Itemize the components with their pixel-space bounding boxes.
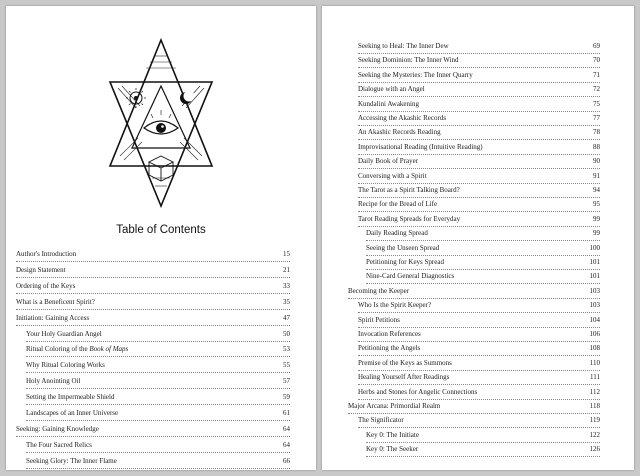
toc-entry[interactable] (26, 455, 290, 469)
toc-entry-page-number: 99 (593, 229, 600, 238)
toc-entry-title: The Tarot as a Spirit Talking Board? (358, 186, 460, 194)
toc-entry[interactable] (358, 170, 600, 184)
toc-entry[interactable] (26, 359, 290, 373)
toc-entry-title: The Four Sacred Relics (26, 440, 92, 449)
toc-entry[interactable] (366, 270, 600, 284)
toc-entry-title: Becoming the Keeper (348, 286, 410, 295)
toc-entry-title: Conversing with a Spirit (358, 171, 427, 180)
toc-entry-title: Seeing the Unseen Spread (366, 243, 440, 252)
toc-entry-title: Invocation References (358, 330, 421, 338)
toc-entry[interactable] (348, 285, 600, 299)
toc-entry[interactable] (358, 141, 600, 155)
toc-entry-page-number: 104 (589, 315, 600, 324)
toc-entry-page-number: 70 (593, 56, 600, 65)
toc-entry-title: Key 0: The Seeker (366, 445, 419, 454)
toc-entry[interactable] (358, 83, 600, 97)
toc-entry[interactable] (26, 407, 290, 421)
left-page (6, 6, 316, 470)
toc-entry-title: Healing Yourself After Readings (358, 373, 450, 382)
toc-entry-page-number: 118 (589, 402, 600, 410)
toc-entry[interactable] (358, 328, 600, 342)
toc-entry-page-number: 111 (590, 373, 600, 382)
toc-entry[interactable] (358, 213, 600, 227)
toc-entry-title: Ritual Coloring of the Book of Maps (26, 345, 129, 354)
toc-entry[interactable] (358, 54, 600, 68)
toc-entry[interactable] (358, 155, 600, 169)
toc-entry-page-number: 106 (589, 330, 600, 338)
toc-entry-page-number: 64 (283, 424, 290, 433)
toc-entry-title: Petitioning the Angels (358, 344, 421, 353)
toc-entry[interactable] (358, 184, 600, 198)
toc-entry[interactable] (16, 296, 290, 310)
toc-entry-page-number: 119 (589, 416, 600, 425)
cube-icon (149, 156, 173, 181)
toc-entry[interactable] (16, 280, 290, 294)
toc-entry[interactable] (358, 342, 600, 356)
toc-entry-title: Recipe for the Bread of Life (358, 200, 438, 209)
toc-entry-page-number: 78 (593, 128, 600, 137)
toc-entry[interactable] (358, 299, 600, 313)
toc-entry-title: Spirit Petitions (358, 315, 400, 324)
toc-entry-page-number: 53 (283, 345, 290, 354)
toc-entry-title: Seeking Dominion: The Inner Wind (358, 56, 459, 65)
toc-entry-title: Holy Anointing Oil (26, 377, 81, 386)
toc-entry[interactable] (26, 439, 290, 453)
toc-entry-title: Kundalini Awakening (358, 99, 419, 108)
toc-entry-title: Your Holy Guardian Angel (26, 329, 102, 338)
toc-entry[interactable] (366, 429, 600, 443)
toc-entry[interactable] (366, 256, 600, 270)
toc-entry-title: Petitioning for Keys Spread (366, 258, 444, 266)
toc-entry-title: Seeking: Gaining Knowledge (16, 424, 99, 433)
toc-entry-page-number: 50 (283, 329, 290, 338)
table-of-contents-heading: Table of Contents (116, 224, 206, 236)
toc-entry[interactable] (26, 375, 290, 389)
toc-entry-title: What is a Beneficent Spirit? (16, 297, 95, 306)
toc-entry[interactable] (358, 357, 600, 371)
toc-entry-page-number: 103 (589, 286, 600, 295)
toc-entry[interactable] (16, 264, 290, 278)
toc-entry-page-number: 91 (593, 171, 600, 180)
toc-entry-title: Accessing the Akashic Records (358, 114, 447, 122)
toc-entry[interactable] (358, 198, 600, 212)
toc-entry-page-number: 57 (283, 377, 290, 386)
toc-entry[interactable] (358, 414, 600, 428)
hexagram-emblem-icon (106, 38, 216, 208)
toc-entry-title: The Significator (358, 416, 404, 425)
toc-entry[interactable] (16, 312, 290, 326)
toc-entry-page-number: 94 (593, 186, 600, 194)
toc-entry-page-number: 71 (593, 70, 600, 79)
toc-entry-title: Seeking to Heal: The Inner Dew (358, 42, 449, 50)
toc-entry[interactable] (358, 371, 600, 385)
toc-entry-page-number: 77 (593, 114, 600, 122)
toc-entry[interactable] (358, 386, 600, 400)
toc-entry[interactable] (26, 343, 290, 357)
eye-icon (144, 110, 178, 134)
toc-entry[interactable] (26, 328, 290, 342)
toc-entry-title: Landscapes of an Inner Universe (26, 409, 119, 417)
toc-entry-title: An Akashic Records Reading (358, 128, 441, 137)
toc-entry-page-number: 90 (593, 157, 600, 166)
toc-entry-page-number: 101 (589, 258, 600, 266)
toc-entry[interactable] (358, 112, 600, 126)
toc-entry-page-number: 59 (283, 393, 290, 402)
toc-entry-page-number: 33 (283, 281, 290, 290)
toc-entry-title: Why Ritual Coloring Works (26, 361, 105, 370)
toc-entry-page-number: 108 (589, 344, 600, 353)
toc-entry-page-number: 61 (283, 409, 290, 417)
toc-entry-page-number: 47 (283, 313, 290, 322)
toc-entry-page-number: 101 (589, 272, 600, 281)
toc-entry-title: Key 0: The Initiate (366, 430, 419, 439)
toc-entry-page-number: 55 (283, 361, 290, 370)
toc-entry[interactable] (16, 248, 290, 262)
toc-entry-title: Major Arcana: Primordial Realm (348, 402, 441, 410)
toc-entry[interactable] (358, 98, 600, 112)
toc-entry[interactable] (366, 242, 600, 256)
right-page (322, 6, 634, 470)
sun-icon (126, 88, 146, 108)
toc-entry-title: Seeking Glory: The Inner Flame (26, 456, 117, 465)
toc-entry[interactable] (366, 443, 600, 457)
toc-entry-title: Herbs and Stones for Angelic Connections (358, 387, 478, 396)
toc-entry[interactable] (366, 227, 600, 241)
toc-entry-page-number: 126 (589, 445, 600, 454)
toc-entry-title: Improvisational Reading (Intuitive Reading) (358, 142, 483, 151)
toc-entry-page-number: 21 (283, 265, 290, 274)
toc-entry-page-number: 35 (283, 297, 290, 306)
toc-entry-page-number: 72 (593, 85, 600, 94)
toc-entry-title: Initiation: Gaining Access (16, 313, 90, 322)
toc-entry[interactable] (358, 126, 600, 140)
toc-entry-page-number: 75 (593, 99, 600, 108)
toc-entry-title: Ordering of the Keys (16, 281, 76, 290)
toc-entry-title: Seeking the Mysteries: The Inner Quarry (358, 70, 473, 79)
toc-entry[interactable] (26, 391, 290, 405)
toc-entry-page-number: 112 (589, 387, 600, 396)
toc-entry-title: Design Statement (16, 265, 66, 274)
toc-entry-page-number: 99 (593, 214, 600, 223)
toc-entry-page-number: 100 (589, 243, 600, 252)
toc-entry[interactable] (358, 40, 600, 54)
toc-entry-title: Who Is the Spirit Keeper? (358, 301, 432, 310)
toc-entry-page-number: 64 (283, 440, 290, 449)
toc-entry-title: Daily Book of Prayer (358, 157, 419, 166)
toc-entry-title: Author's Introduction (16, 250, 77, 258)
toc-entry-page-number: 88 (593, 142, 600, 151)
toc-entry-page-number: 95 (593, 200, 600, 209)
toc-entry-title: Daily Reading Spread (366, 229, 428, 238)
toc-entry-title: Setting the Impermeable Shield (26, 393, 115, 402)
toc-entry-page-number: 122 (589, 430, 600, 439)
toc-entry-page-number: 66 (283, 456, 290, 465)
toc-entry-title: Dialogue with an Angel (358, 85, 425, 94)
toc-entry[interactable] (16, 423, 290, 437)
toc-entry-title: Nine-Card General Diagnostics (366, 272, 455, 281)
toc-entry-page-number: 103 (589, 301, 600, 310)
toc-entry-title: Premise of the Keys as Summons (358, 358, 452, 367)
toc-entry-page-number: 69 (593, 42, 600, 50)
toc-entry-page-number: 15 (283, 250, 290, 258)
toc-entry-title: Tarot Reading Spreads for Everyday (358, 214, 461, 223)
toc-entry[interactable] (348, 400, 600, 414)
toc-entry[interactable] (358, 314, 600, 328)
toc-entry[interactable] (358, 69, 600, 83)
toc-entry-page-number: 110 (589, 358, 600, 367)
